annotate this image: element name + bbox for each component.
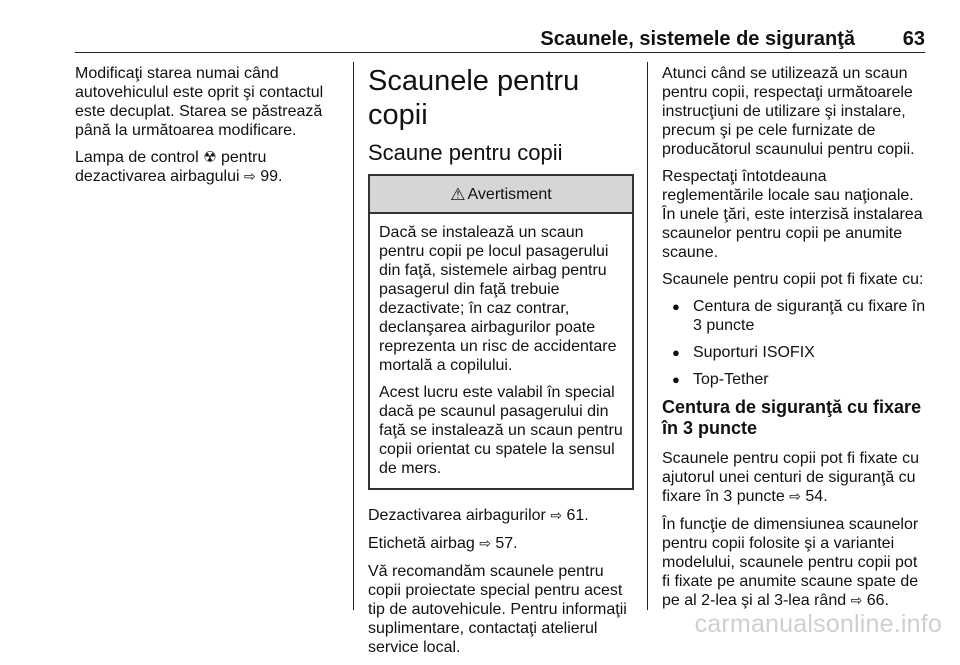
page-ref-link[interactable]: 54.: [805, 488, 828, 505]
column-divider-1: [353, 62, 354, 610]
paragraph-belt-fixing: [662, 449, 928, 507]
paragraph-fixing-methods: Scaunele pentru copii pot fi fixate cu:: [662, 271, 924, 288]
column-3: [662, 64, 928, 619]
fixing-methods-list: [662, 297, 928, 389]
paragraph-control-lamp: [75, 148, 340, 187]
warning-header: [370, 176, 632, 214]
page-ref-arrow-icon: ⇨: [850, 593, 863, 609]
page-ref-link[interactable]: 61.: [566, 507, 589, 524]
control-lamp-text-2: pentru dezactivarea airbagului: [75, 149, 267, 185]
airbag-off-icon: ☢: [203, 148, 217, 166]
warning-paragraph-1: Dacă se instalează un scaun pentru copii pe locul pasagerului din faţă, sistemele airbag pentru pasagerul din faţă trebuie dezactivate; în caz contrar, declanşarea airbagurilor poate reprezenta un risc de accidentare mortală a copilului.: [379, 224, 617, 374]
list-item: ● Suporturi ISOFIX: [662, 343, 928, 362]
paragraph-seat-dimensions: [662, 515, 928, 611]
seat-dimensions-text: În funcţie de dimensiunea scaunelor pentru copii folosite şi a variantei modelului, scaunele pentru copii pot fi fixate pe anumite scaune spate de pe al 2-lea şi al 3-lea rând: [662, 516, 919, 609]
warning-title: Avertisment: [467, 185, 552, 203]
paragraph-deactivation: [368, 506, 634, 526]
subheading-3-point-belt: Centura de siguranţă cu fixare în 3 puncte: [662, 397, 922, 438]
list-item: ● Top-Tether: [662, 370, 928, 389]
page-number: 63: [902, 28, 925, 50]
page-title: Scaunele, sistemele de siguranţă: [540, 28, 855, 50]
subsection-heading: Scaune pentru copii: [368, 140, 563, 165]
paragraph-regulations: Respectaţi întotdeauna reglementările locale sau naţionale. În unele ţări, este interzisă instalarea scaunelor pentru copii pe anumite scaune.: [662, 168, 923, 261]
page-ref-arrow-icon: ⇨: [479, 536, 491, 552]
section-heading: Scaunele pentru copii: [368, 65, 580, 131]
paragraph-recommendation: Vă recomandăm scaunele pentru copii proiectate special pentru acest tip de autovehicule. Pentru informaţii suplimentare, contactaţi atelierul service local.: [368, 563, 627, 656]
warning-paragraph-2: Acest lucru este valabil în special dacă pe scaunul pasagerului din faţă se instalează un scaun pentru copii orientat cu spatele la sensul de mers.: [379, 384, 623, 477]
page-header: [75, 28, 925, 52]
page-ref-link[interactable]: 99.: [260, 168, 283, 185]
paragraph-instructions: Atunci când se utilizează un scaun pentru copii, respectaţi următoarele instrucţiuni de utilizare şi instalare, precum şi pe cele furnizate de producătorul scaunului pentru copii.: [662, 65, 915, 158]
airbag-label-text: Etichetă airbag: [368, 535, 475, 552]
control-lamp-text: Lampa de control: [75, 149, 199, 166]
column-2: [368, 64, 634, 665]
paragraph-status-change: Modificaţi starea numai când autovehiculul este oprit şi contactul este decuplat. Starea se păstrează până la următoarea modificare.: [75, 65, 324, 139]
page-ref-arrow-icon: ⇨: [789, 489, 801, 505]
list-item: ● Centura de siguranţă cu fixare în 3 puncte: [662, 297, 928, 335]
warning-icon: ⚠: [450, 184, 466, 204]
warning-body: [370, 214, 632, 488]
page-ref-arrow-icon: ⇨: [550, 508, 563, 524]
column-1: [75, 64, 340, 195]
page-ref-link[interactable]: 57.: [495, 535, 518, 552]
header-divider: [75, 52, 925, 53]
page-ref-link[interactable]: 66.: [866, 592, 889, 609]
deactivation-text: Dezactivarea airbagurilor: [368, 507, 546, 524]
paragraph-airbag-label: [368, 534, 634, 554]
page-ref-arrow-icon: ⇨: [244, 169, 256, 185]
belt-fixing-text: Scaunele pentru copii pot fi fixate cu ajutorul unei centuri de siguranţă cu fixare în 3 puncte: [662, 450, 920, 505]
watermark: carmanualsonline.info: [694, 610, 942, 638]
column-divider-2: [647, 62, 648, 610]
warning-box: [368, 174, 634, 490]
